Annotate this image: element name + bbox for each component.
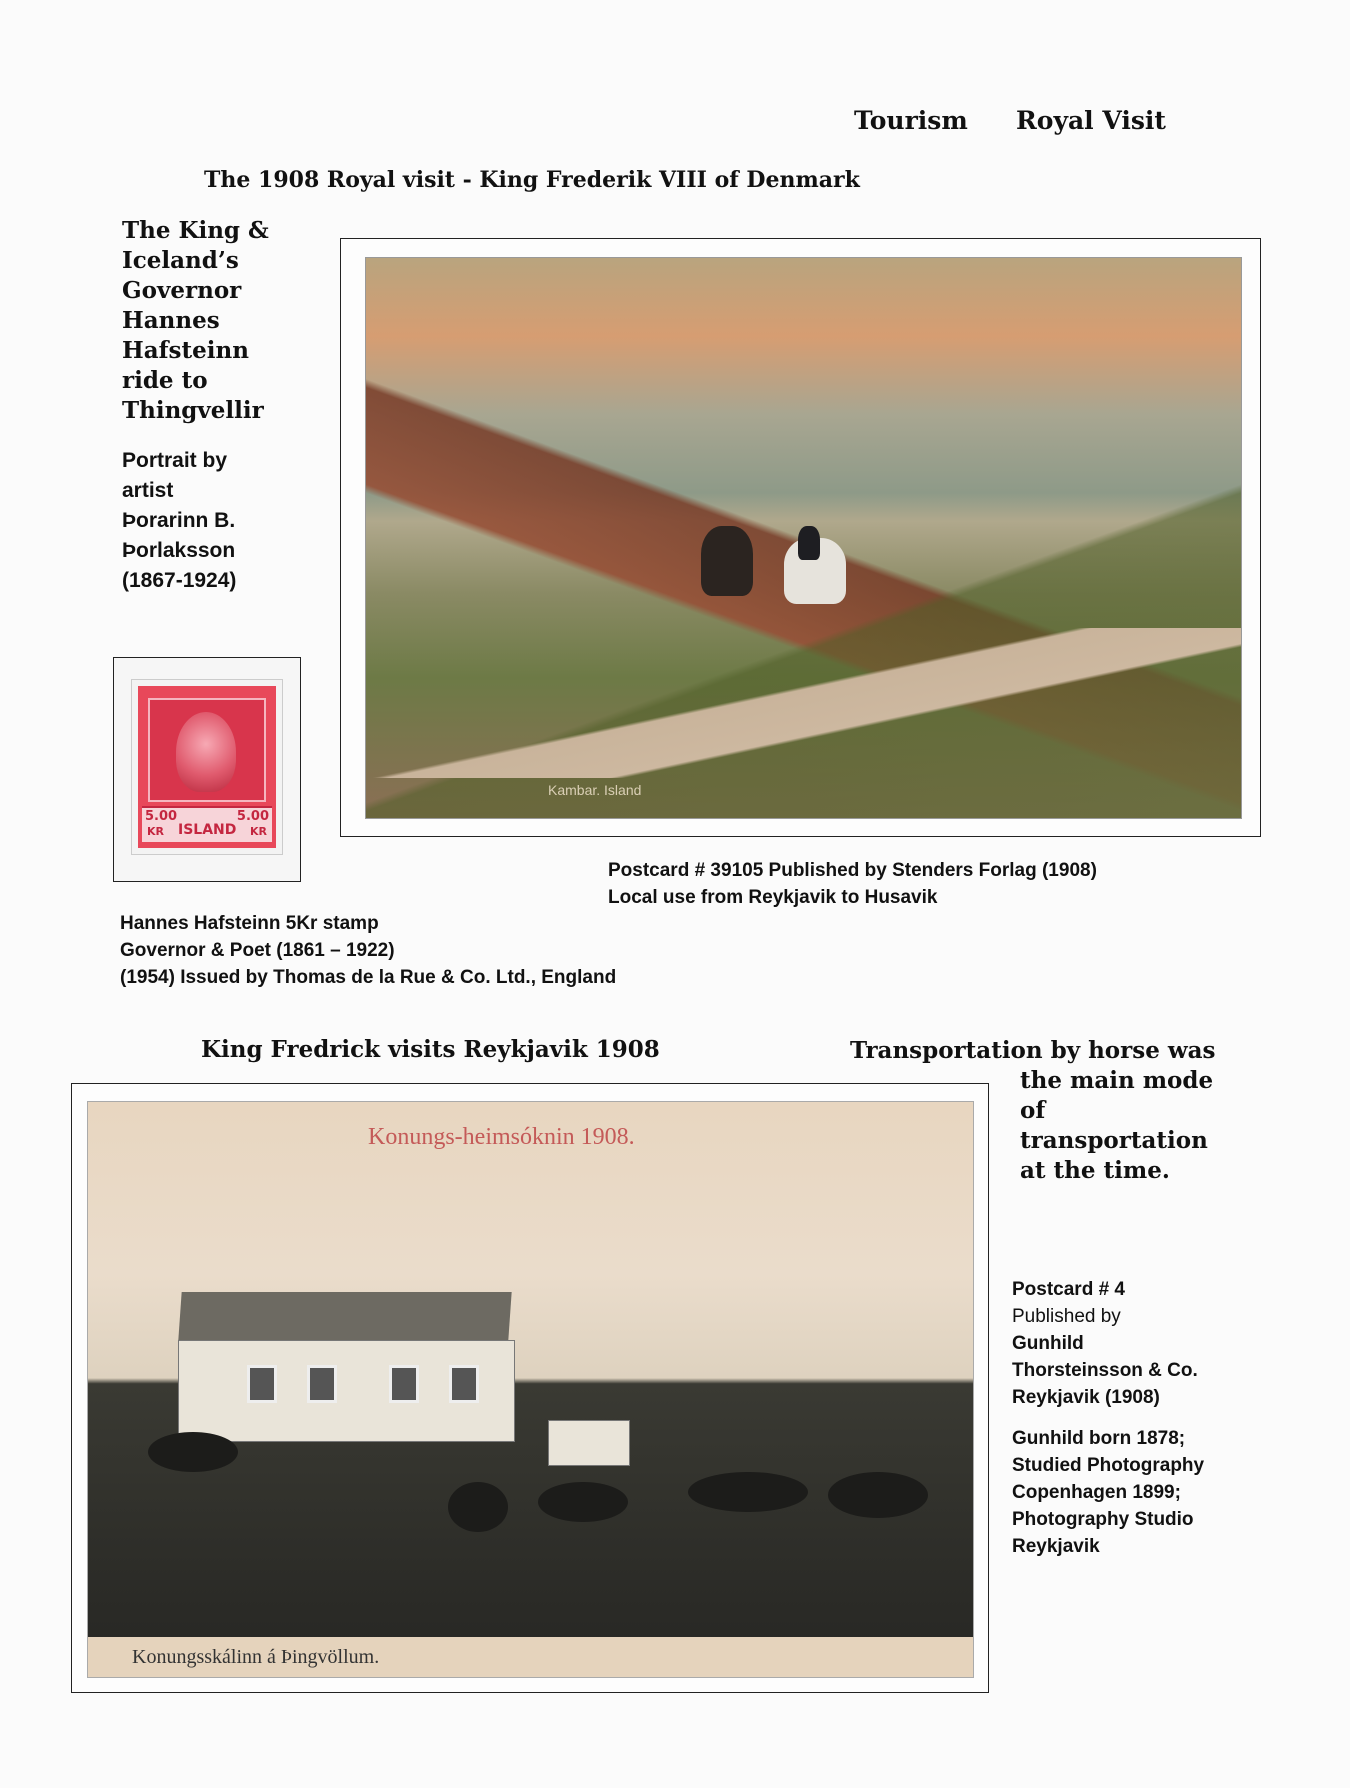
credit-line: Portrait by bbox=[122, 449, 228, 472]
bio-line: Studied Photography bbox=[1012, 1455, 1205, 1476]
transport-line: transportation bbox=[1020, 1127, 1208, 1154]
postcard2-info bbox=[1012, 1276, 1232, 1560]
left-title-line: Hannes bbox=[122, 307, 220, 334]
tag-tourism: Tourism bbox=[854, 106, 968, 135]
window-icon bbox=[389, 1365, 419, 1403]
tag-royal-visit: Royal Visit bbox=[1016, 106, 1166, 135]
mountain-road bbox=[366, 628, 1241, 778]
stamp-country: ISLAND bbox=[178, 822, 237, 838]
info-line: Gunhild bbox=[1012, 1333, 1084, 1354]
caption-line: Governor & Poet (1861 – 1922) bbox=[120, 940, 395, 961]
bio-line: Copenhagen 1899; bbox=[1012, 1482, 1181, 1503]
postcard2-caption-strip bbox=[88, 1637, 973, 1677]
carriage-icon bbox=[828, 1472, 928, 1518]
caption-line: Postcard # 39105 Published by Stenders Forlag (1908) bbox=[608, 860, 1097, 881]
caption-line: (1954) Issued by Thomas de la Rue & Co. Ltd., England bbox=[120, 967, 617, 988]
transport-line: Transportation by horse was bbox=[850, 1037, 1216, 1064]
credit-line: (1867-1924) bbox=[122, 569, 237, 592]
stamp-value-left: 5.00 bbox=[145, 809, 178, 824]
stamp-value-band bbox=[142, 806, 272, 842]
window-icon bbox=[247, 1365, 277, 1403]
postcard2-caption: Konungsskálinn á Þingvöllum. bbox=[132, 1646, 380, 1668]
left-title-line: Thingvellir bbox=[122, 397, 264, 424]
bio-line: Reykjavik bbox=[1012, 1536, 1100, 1557]
stamp-portrait-area bbox=[148, 698, 266, 802]
rider-dark-horse-icon bbox=[701, 526, 753, 596]
stamp-kr-right: KR bbox=[250, 825, 267, 838]
stamp-value-right: 5.00 bbox=[236, 809, 269, 824]
left-title bbox=[122, 216, 322, 426]
page-title: The 1908 Royal visit - King Frederik VIII of Denmark bbox=[204, 167, 860, 193]
house-roof bbox=[178, 1292, 511, 1340]
hafstein-stamp bbox=[132, 680, 282, 854]
rider-figure-icon bbox=[798, 526, 820, 560]
left-title-line: Hafsteinn bbox=[122, 337, 249, 364]
info-line: Published by bbox=[1012, 1306, 1121, 1327]
window-icon bbox=[307, 1365, 337, 1403]
left-title-line: Governor bbox=[122, 277, 242, 304]
bio-line: Photography Studio bbox=[1012, 1509, 1194, 1530]
transport-line: at the time. bbox=[1020, 1157, 1170, 1184]
postcard2-title: Konungs-heimsóknin 1908. bbox=[368, 1124, 635, 1150]
credit-line: Þorlaksson bbox=[122, 539, 236, 562]
credit-line: Þorarinn B. bbox=[122, 509, 236, 532]
postcard2-frame bbox=[71, 1083, 989, 1693]
stamp-caption bbox=[120, 910, 616, 991]
konungsskali-house bbox=[178, 1340, 515, 1442]
info-line: Thorsteinsson & Co. bbox=[1012, 1360, 1198, 1381]
window-icon bbox=[449, 1365, 479, 1403]
horse-icon bbox=[448, 1482, 508, 1532]
carriage-icon bbox=[148, 1432, 238, 1472]
left-title-line: ride to bbox=[122, 367, 208, 394]
crowd-icon bbox=[688, 1472, 808, 1512]
postcard1-frame bbox=[340, 238, 1261, 837]
caption-line: Local use from Reykjavik to Husavik bbox=[608, 887, 938, 908]
stamp-kr-left: KR bbox=[147, 825, 164, 838]
transport-line: of bbox=[1020, 1097, 1046, 1124]
postcard1-image bbox=[365, 257, 1242, 819]
info-heading: Postcard # 4 bbox=[1012, 1279, 1125, 1300]
postcard2-image bbox=[87, 1101, 974, 1678]
postcard1-overlay-caption: Kambar. Island bbox=[548, 782, 642, 798]
portrait-figure-icon bbox=[176, 712, 236, 792]
info-line: Reykjavik (1908) bbox=[1012, 1387, 1160, 1408]
portrait-credit bbox=[122, 446, 312, 596]
left-title-line: Iceland’s bbox=[122, 247, 239, 274]
credit-line: artist bbox=[122, 479, 174, 502]
caption-line: Hannes Hafsteinn 5Kr stamp bbox=[120, 913, 379, 934]
left-title-line: The King & bbox=[122, 217, 269, 244]
carriage-icon bbox=[538, 1482, 628, 1522]
stamp-frame bbox=[113, 657, 301, 882]
transport-line: the main mode bbox=[1020, 1067, 1214, 1094]
section2-title: King Fredrick visits Reykjavik 1908 bbox=[201, 1036, 660, 1063]
small-hut bbox=[548, 1420, 630, 1466]
bio-line: Gunhild born 1878; bbox=[1012, 1428, 1186, 1449]
postcard1-caption bbox=[608, 857, 1097, 911]
